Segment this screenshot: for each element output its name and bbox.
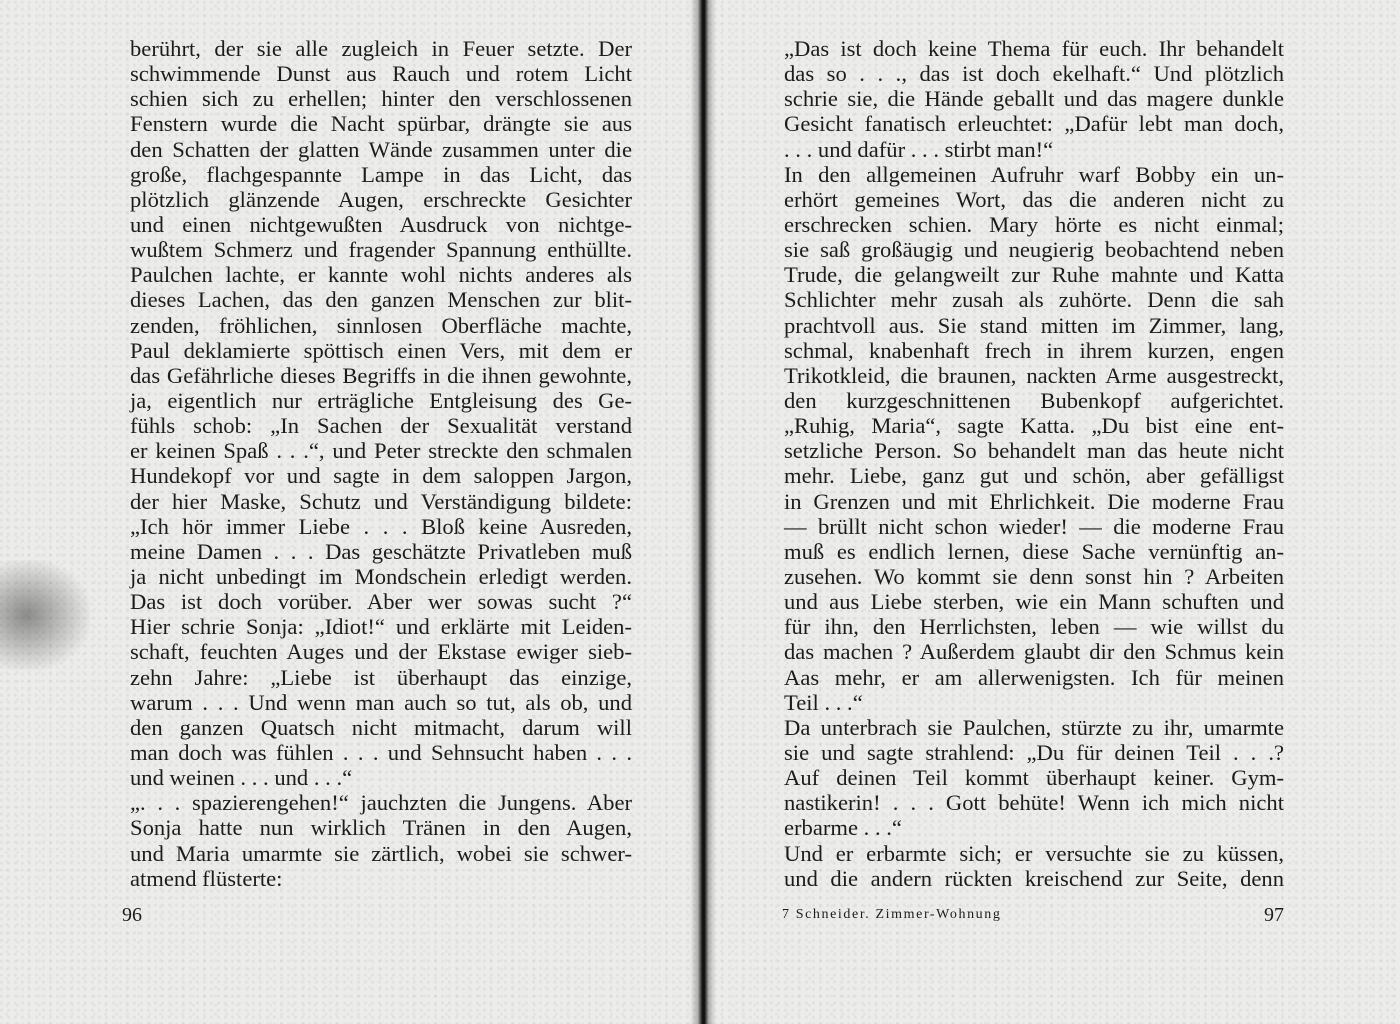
text-line: Und er erbarmte sich; er versuchte sie zu küssen, [784, 840, 1284, 866]
text-line: der hier Maske, Schutz und Verständigung bildete: [130, 488, 632, 514]
text-line: und die andern rückten kreischend zur Seite, denn [784, 865, 1284, 891]
text-line: wußtem Schmerz und fragender Spannung enthüllte. [130, 237, 632, 263]
text-line: schwimmende Dunst aus Rauch und rotem Licht [130, 61, 632, 87]
text-line: sie saß großäugig und neugierig beobachtend neben [784, 237, 1284, 263]
text-line: für ihn, den Herrlichsten, leben — wie willst du [784, 614, 1284, 640]
text-line: Trude, die gelangweilt zur Ruhe mahnte und Katta [784, 262, 1284, 288]
text-line: schmal, knabenhaft frech in ihrem kurzen, engen [784, 337, 1284, 363]
text-line: den Schatten der glatten Wände zusammen unter die [130, 136, 632, 162]
text-line: schien sich zu erhellen; hinter den verschlossenen [130, 86, 632, 112]
text-line: „. . . spazierengehen!“ jauchzten die Jungens. Aber [130, 790, 632, 816]
right-page-text [784, 36, 1284, 891]
text-line: schaft, feuchten Auges und der Ekstase ewiger sieb- [130, 639, 632, 665]
text-line: Hier schrie Sonja: „Idiot!“ und erklärte mit Leiden- [130, 614, 632, 640]
text-line: in Grenzen und mit Ehrlichkeit. Die moderne Frau [784, 488, 1284, 514]
text-line: — brüllt nicht schon wieder! — die moderne Frau [784, 513, 1284, 539]
text-line: und Maria umarmte sie zärtlich, wobei sie schwer- [130, 840, 632, 866]
text-line: fühls schob: „In Sachen der Sexualität verstand [130, 413, 632, 439]
left-page [0, 0, 694, 1024]
text-line: und einen nichtgewußten Ausdruck von nichtge- [130, 211, 632, 237]
text-line: und weinen . . . und . . .“ [130, 765, 353, 791]
text-line: setzliche Person. So behandelt man das heute nicht [784, 438, 1284, 464]
text-line: den kurzgeschnittenen Bubenkopf aufgerichtet. [784, 387, 1284, 413]
text-line: mehr. Liebe, ganz gut und schön, aber gefälligst [784, 463, 1284, 489]
text-line: schrie sie, die Hände geballt und das magere dunkle [784, 86, 1284, 112]
text-line: nastikerin! . . . Gott behüte! Wenn ich mich nicht [784, 790, 1284, 816]
text-line: Aas mehr, er am allerwenigsten. Ich für meinen [784, 664, 1284, 690]
text-line: Da unterbrach sie Paulchen, stürzte zu ihr, umarmte [784, 714, 1284, 740]
text-line: In den allgemeinen Aufruhr warf Bobby ein un- [784, 161, 1284, 187]
text-line: atmend flüsterte: [130, 865, 283, 891]
text-line: muß es endlich lernen, diese Sache vernünftig an- [784, 538, 1284, 564]
printer-signature: 7 Schneider. Zimmer-Wohnung [782, 907, 1002, 922]
text-line: den ganzen Quatsch nicht mitmacht, darum will [130, 714, 632, 740]
text-line: berührt, der sie alle zugleich in Feuer setzte. Der [130, 36, 632, 61]
left-page-text [130, 36, 632, 891]
text-line: „Das ist doch keine Thema für euch. Ihr behandelt [784, 36, 1284, 61]
text-line: Gesicht fanatisch erleuchtet: „Dafür lebt man doch, [784, 111, 1284, 137]
text-line: ja, eigentlich nur erträgliche Entgleisung des Ge- [130, 387, 632, 413]
text-line: plötzlich glänzende Augen, erschreckte Gesichter [130, 186, 632, 212]
text-line: zusehen. Wo kommt sie denn sonst hin ? Arbeiten [784, 563, 1284, 589]
text-line: große, flachgespannte Lampe in das Licht, das [130, 161, 632, 187]
text-line: Das ist doch vorüber. Aber wer sowas sucht ?“ [130, 589, 632, 615]
text-line: erhört gemeines Wort, das die anderen nicht zu [784, 186, 1284, 212]
text-line: Sonja hatte nun wirklich Tränen in den Augen, [130, 815, 632, 841]
text-line: sie und sagte strahlend: „Du für deinen Teil . . .? [784, 739, 1284, 765]
text-line: erschrecken schien. Mary hörte es nicht einmal; [784, 211, 1284, 237]
text-line: prachtvoll aus. Sie stand mitten im Zimmer, lang, [784, 312, 1284, 338]
text-line: das machen ? Außerdem glaubt dir den Schmus kein [784, 639, 1284, 665]
text-line: Auf deinen Teil kommt überhaupt keiner. Gym- [784, 765, 1284, 791]
text-line: Paulchen lachte, er kannte wohl nichts anderes als [130, 262, 632, 288]
text-line: „Ich hör immer Liebe . . . Bloß keine Ausreden, [130, 513, 632, 539]
text-line: das Gefährliche dieses Begriffs in die ihnen gewohnte, [130, 362, 632, 388]
text-line: zehn Jahre: „Liebe ist überhaupt das einzige, [130, 664, 632, 690]
text-line: Teil . . .“ [784, 689, 863, 715]
text-line: Trikotkleid, die braunen, nackten Arme ausgestreckt, [784, 362, 1284, 388]
text-line: Fenstern wurde die Nacht spürbar, drängte sie aus [130, 111, 632, 137]
text-line: „Ruhig, Maria“, sagte Katta. „Du bist eine ent- [784, 413, 1284, 439]
text-line: Schlichter mehr zusah als zuhörte. Denn die sah [784, 287, 1284, 313]
text-line: meine Damen . . . Das geschätzte Privatleben muß [130, 538, 632, 564]
text-line: Paul deklamierte spöttisch einen Vers, mit dem er [130, 337, 632, 363]
text-line: erbarme . . .“ [784, 815, 902, 841]
left-page-number: 96 [122, 904, 142, 926]
text-line: dieses Lachen, das den ganzen Menschen zur blit- [130, 287, 632, 313]
text-line: warum . . . Und wenn man auch so tut, als ob, und [130, 689, 632, 715]
text-line: das so . . ., das ist doch ekelhaft.“ Und plötzlich [784, 61, 1284, 87]
text-line: man doch was fühlen . . . und Sehnsucht haben . . . [130, 739, 632, 765]
text-line: zenden, fröhlichen, sinnlosen Oberfläche machte, [130, 312, 632, 338]
text-line: er keinen Spaß . . .“, und Peter streckte den schmalen [130, 438, 632, 464]
text-line: ja nicht unbedingt im Mondschein erledigt werden. [130, 563, 632, 589]
text-line: Hundekopf vor und sagte in dem saloppen Jargon, [130, 463, 632, 489]
text-line: . . . und dafür . . . stirbt man!“ [784, 136, 1054, 162]
right-page [712, 0, 1400, 1024]
right-page-number: 97 [1264, 904, 1284, 926]
text-line: und aus Liebe sterben, wie ein Mann schuften und [784, 589, 1284, 615]
